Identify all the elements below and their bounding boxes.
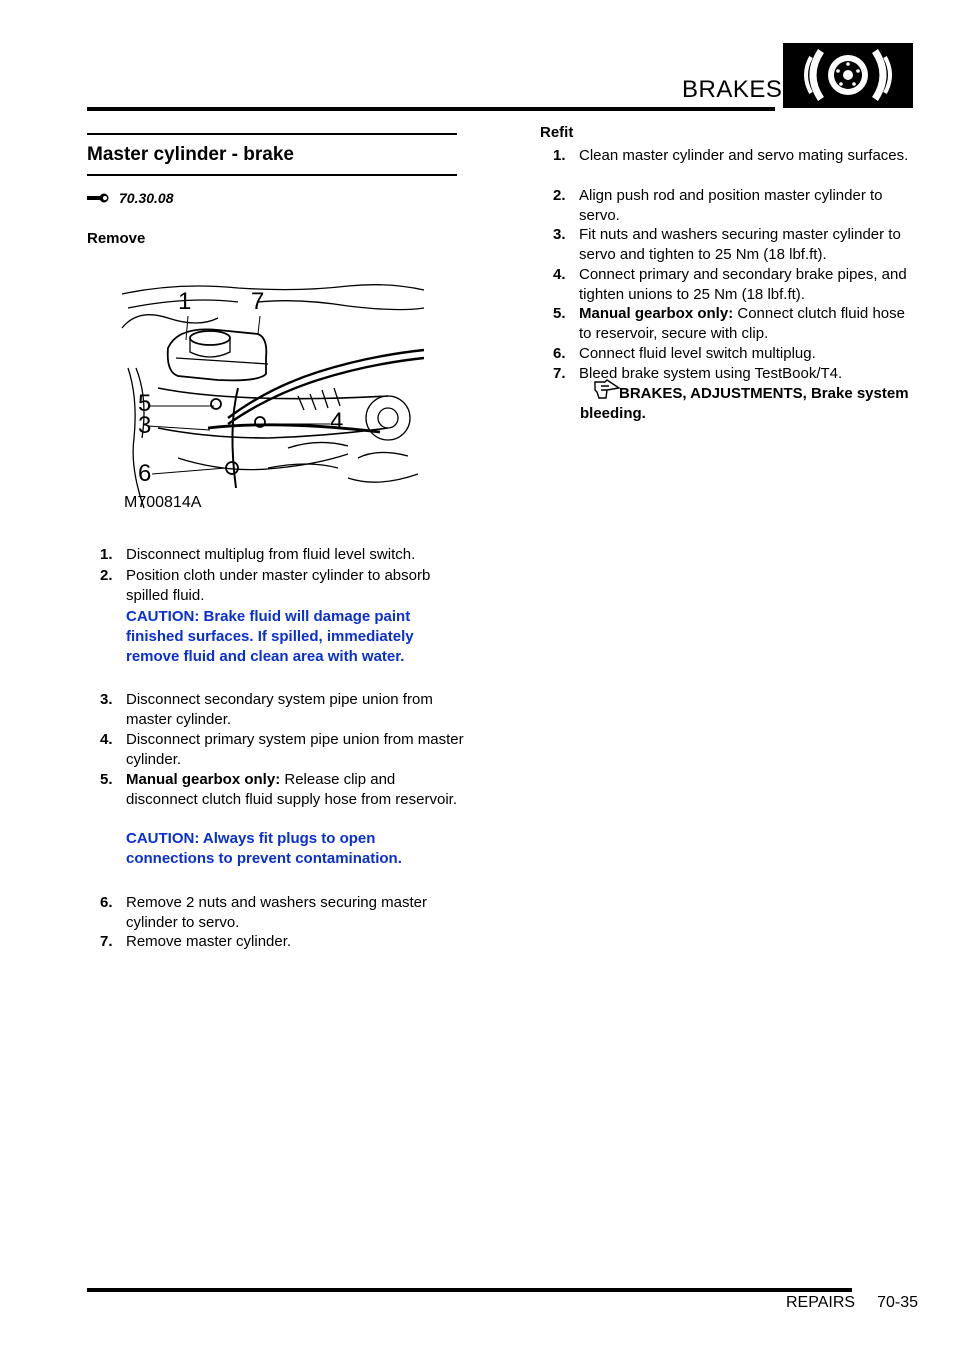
refit-step-1: 1. Clean master cylinder and servo mating surfaces. [553,147,909,164]
page-header-title: BRAKES [682,76,783,103]
remove-step-7: 7. Remove master cylinder. [100,933,292,950]
cross-reference-link[interactable]: BRAKES, ADJUSTMENTS, Brake system bleeding. [580,385,909,422]
brake-disc-icon [783,43,913,108]
remove-heading: Remove [87,230,146,247]
page-number: 70-35 [877,1294,918,1311]
wrench-icon [87,193,109,203]
refit-heading: Refit [540,124,574,141]
operation-code-text: 70.30.08 [119,190,174,206]
callout-3: 3 [138,412,152,439]
remove-step-2: 2. Position cloth under master cylinder to absorb spilled fluid. [100,567,431,604]
callout-5: 5 [138,390,152,417]
remove-step-5: 5. Manual gearbox only: Release clip and disconnect clutch fluid supply hose from reservoir. [100,771,457,808]
section-title: Master cylinder - brake [87,144,294,165]
refit-step-3: 3. Fit nuts and washers securing master cylinder to servo and tighten to 25 Nm (18 lbf.ft). [553,226,901,263]
remove-step-3: 3. Disconnect secondary system pipe union from master cylinder. [100,691,433,728]
caution-fit-plugs: CAUTION: Always fit plugs to open connections to prevent contamination. [126,830,402,867]
section-bottom-rule [87,174,457,176]
engine-bay-illustration [118,278,428,516]
footer-rule [87,1288,852,1292]
refit-step-6: 6. Connect fluid level switch multiplug. [553,345,816,362]
page-footer [786,1294,918,1312]
refit-step-7: 7. Bleed brake system using TestBook/T4. [553,365,843,382]
refit-step-4: 4. Connect primary and secondary brake pipes, and tighten unions to 25 Nm (18 lbf.ft). [553,266,907,303]
remove-step-4: 4. Disconnect primary system pipe union from master cylinder. [100,731,464,768]
callout-4: 4 [330,408,344,435]
callout-1: 1 [178,288,192,315]
remove-step-1: 1. Disconnect multiplug from fluid level switch. [100,546,416,563]
callout-7: 7 [251,288,265,315]
callout-6: 6 [138,460,152,487]
remove-step-6: 6. Remove 2 nuts and washers securing master cylinder to servo. [100,894,427,931]
figure-code: M700814A [124,494,202,511]
operation-code [87,190,174,206]
refit-step-5: 5. Manual gearbox only: Connect clutch fluid hose to reservoir, secure with clip. [553,305,905,342]
footer-section: REPAIRS [786,1294,856,1311]
section-top-rule [87,133,457,135]
refit-step-2: 2. Align push rod and position master cylinder to servo. [553,187,883,224]
header-rule [87,107,775,111]
caution-paint-damage: CAUTION: Brake fluid will damage paint finished surfaces. If spilled, immediately remove fluid and clean area with water. [126,608,414,665]
